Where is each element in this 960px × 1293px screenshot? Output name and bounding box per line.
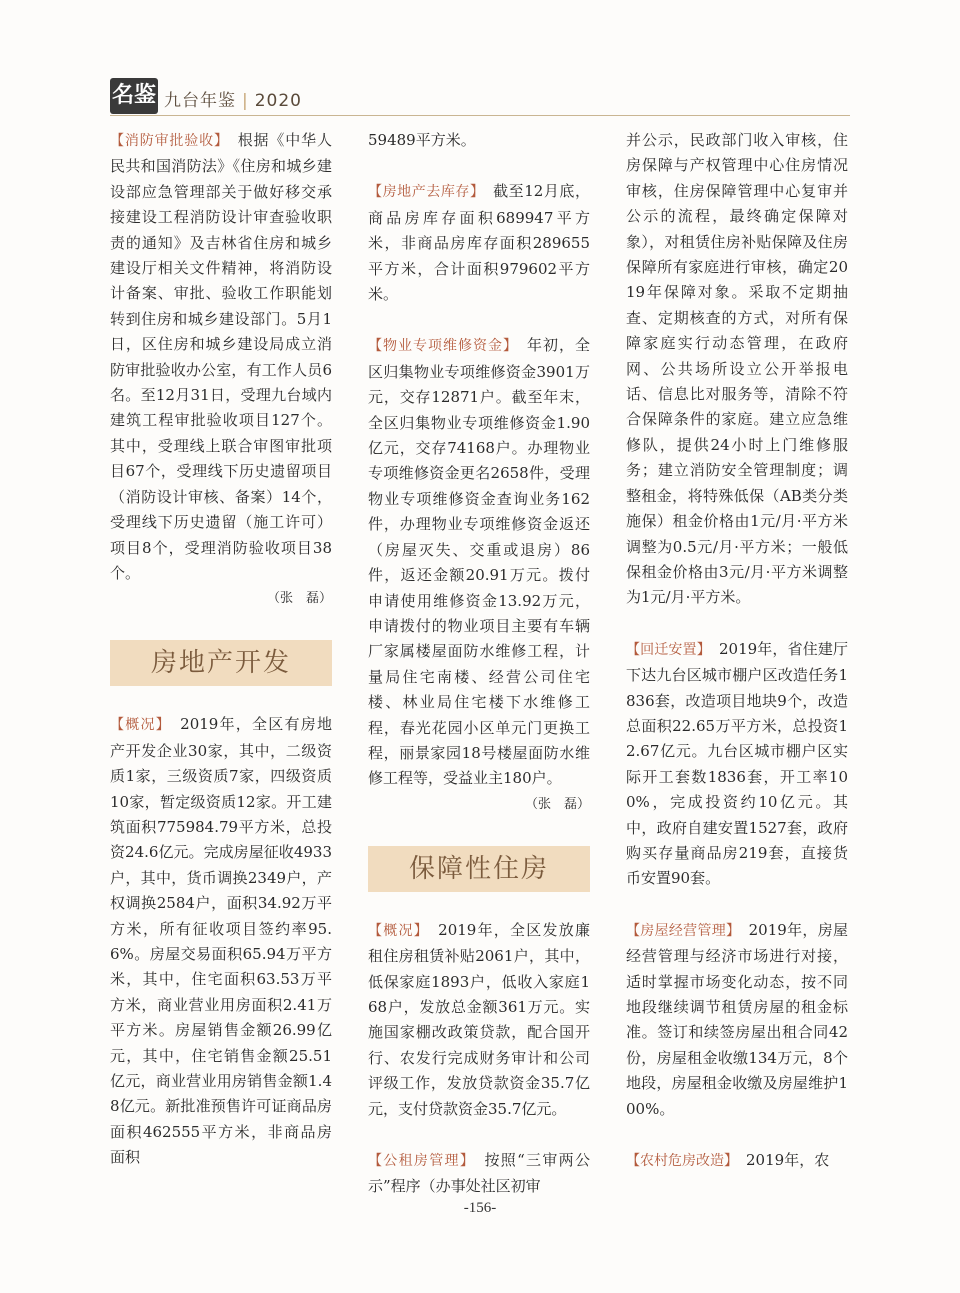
section-body: 根据《中华人民共和国消防法》《住房和城乡建设部应急管理部关于做好移交承接建设工程消防设计审查验收职责的通知》及吉林省住房和城乡建设厅相关文件精神，将消防设计备案、审批、验收工作职能划转到住房和城乡建设部门。5月1日，区住房和城乡建设局成立消防审批验收办公室，有工作人员6名。至12月31日，受理九台域内建筑工程审批验收项目127个。其中，受理线上联合审图审批项目67个，受理线下历史遗留项目（消防设计审核、备案）14个，受理线下历史遗留（施工许可）项目8个，受理消防验收项目38个。 [110,131,332,582]
section-heading: 【概况】 [110,717,164,734]
section-public-rental [368,1148,590,1200]
column-right [626,128,848,1174]
continued-text: 59489平方米。 [368,131,476,149]
chapter-banner-affordable-housing: 保障性住房 [368,846,590,892]
section-heading: 【公租房管理】 [368,1153,469,1169]
section-heading: 【房屋经营管理】 [626,922,734,939]
running-title [164,86,302,111]
section-body: 年初，全区归集物业专项维修资金3901万元，交存12871户。截至年末，全区归集物业专项维修资金1.90亿元，交存74168户。办理物业专项维修资金更名2658件，受理物业专项维修资金查询业务162件，办理物业专项维修资金返还（房屋灭失、交重或退房）86件，返还金额20.91万元。拨付申请使用维修资金13.92万元，申请拨付的物业项目主要有车辆厂家属楼屋面防水维修工程，计量局住宅南楼、经营公司住宅楼、林业局住宅楼下水维修工程，春光花园小区单元门更换工程，丽景家园18号楼屋面防水维修工程等，受益业主180户。 [368,336,590,788]
page-header [110,78,850,118]
section-heading: 【消防审批验收】 [110,133,222,149]
section-destocking [368,179,590,307]
yearbook-title: 九台年鉴 [164,91,236,111]
section-heading: 【农村危房改造】 [626,1153,731,1170]
section-body: 2019年，全区有房地产开发企业30家，其中，二级资质1家，三级资质7家，四级资质10家，暂定级资质12家。开工建筑面积775984.79平方米，总投资24.6亿元。完成房屋征收4933户，其中，货币调换2349户，产权调换2584户，面积34.92万平方米，所有征收项目签约率95.6%。房屋交易面积65.94万平方米，其中，住宅面积63.53万平方米，商业营业用房面积2.41万平方米。房屋销售金额26.99亿元，其中，住宅销售金额25.51亿元，商业营业用房销售金额1.48亿元。新批准预售许可证商品房面积462555平方米，非商品房面积 [110,715,332,1167]
header-rule [110,115,850,116]
section-heading: 【概况】 [368,922,422,939]
section-overview [110,712,332,1170]
column-middle [368,128,590,1200]
page-number: -156- [463,1200,497,1216]
yearbook-logo: 名鉴 [110,78,158,114]
section-housing-operation [626,918,848,1122]
section-heading: 【物业专项维修资金】 [368,338,511,355]
section-body: 2019年，农 [746,1151,830,1170]
section-body: 2019年，全区发放廉租住房租赁补贴2061户，其中，低保家庭1893户，低收入家庭168户，发放总金额361万元。实施国家棚改政策贷款，配合国开行、农发行完成财务审计和公司评级工作，发放贷款资金35.7亿元，支付贷款资金35.7亿元。 [368,920,590,1118]
section-body: 截至12月底，商品房库存面积689947平方米，非商品房库存面积289655平方米，合计面积979602平方米。 [368,182,590,304]
column-left [110,128,332,1171]
section-overview [368,918,590,1122]
chapter-banner-real-estate: 房地产开发 [110,640,332,686]
section-heading: 【房地产去库存】 [368,184,478,201]
section-body: 2019年，省住建厅下达九台区城市棚户区改造任务1836套，改造项目地块9个，改造总面积22.65万平方米，总投资12.67亿元。九台区城市棚户区实际开工套数1836套，开工率100%，完成投资约10亿元。其中，政府自建安置1527套，政府购买存量商品房219套，直接货币安置90套。 [626,639,848,888]
section-fire-approval [110,128,332,586]
author-credit: （张 磊） [524,796,590,812]
author-credit: （张 磊） [266,591,332,607]
section-rural-renovation [626,1148,848,1174]
yearbook-year: 2020 [254,91,302,111]
title-separator: | [242,91,249,111]
section-body: 按照“三审两公示”程序（办事处社区初审 [368,1151,590,1196]
continued-text: 并公示，民政部门收入审核，住房保障与产权管理中心住房情况审核，住房保障管理中心复审并公示的流程，最终确定保障对象），对租赁住房补贴保障及住房保障所有家庭进行审核，确定2019年保障对象。采取不定期抽查、定期核查的方式，对所有保障家庭实行动态管理，在政府网、公共场所设立公开举报电话、信息比对服务等，清除不符合保障条件的家庭。建立应急维修队，提供24小时上门维修服务；建立消防安全管理制度；调整租金，将特殊低保（AB类分类施保）租金价格由1元/月·平方米调整为0.5元/月·平方米；一般低保租金价格由3元/月·平方米调整为1元/月·平方米。 [626,131,848,607]
section-body: 2019年，房屋经营管理与经济市场进行对接，适时掌握市场变化动态，按不同地段继续调节租赁房屋的租金标准。签订和续签房屋出租合同42份，房屋租金收缴134万元，8个地段，房屋租金收缴及房屋维护100%。 [626,920,848,1118]
section-relocation [626,637,848,892]
section-maintenance-fund [368,333,590,791]
section-heading: 【回迁安置】 [626,641,704,658]
